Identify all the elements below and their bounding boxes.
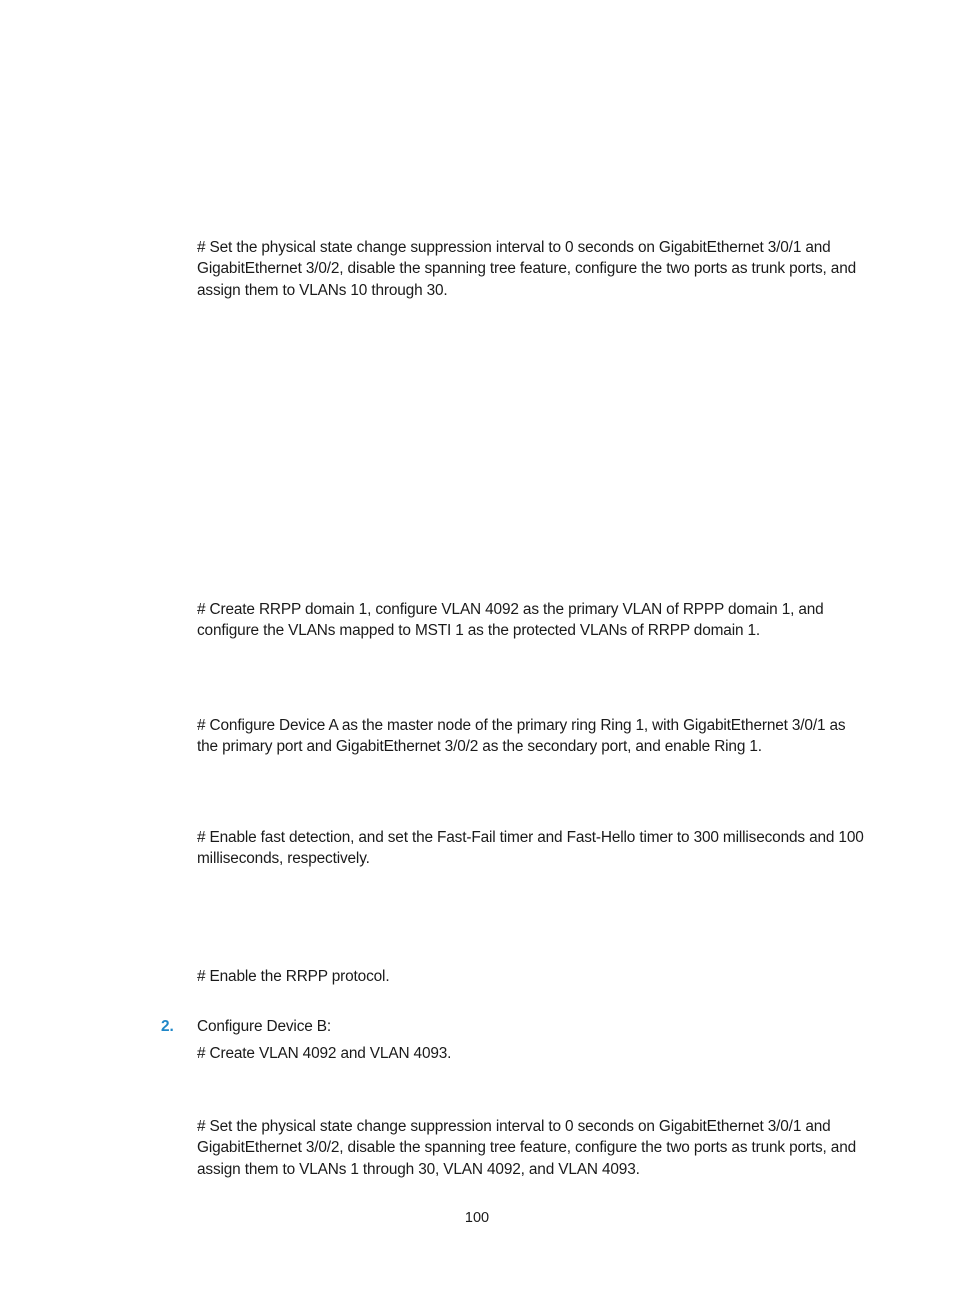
paragraph-create-rrpp-domain: # Create RRPP domain 1, configure VLAN 4092 as the primary VLAN of RPPP domain 1, and configure the VLANs mapped to MSTI 1 as the protected VLANs of RRPP domain 1. xyxy=(197,601,824,640)
paragraph-configure-master-node: # Configure Device A as the master node of the primary ring Ring 1, with GigabitEthernet 3/0/1 as the primary port and GigabitEthernet 3/0/2 as the secondary port, and enable Ring 1. xyxy=(197,717,846,756)
paragraph-enable-fast-detection: # Enable fast detection, and set the Fast-Fail timer and Fast-Hello timer to 300 milliseconds and 100 milliseconds, respectively. xyxy=(197,829,864,868)
paragraph-suppression-interval-device-b: # Set the physical state change suppression interval to 0 seconds on GigabitEthernet 3/0/1 and GigabitEthernet 3/0/2, disable the spanning tree feature, configure the two ports as trunk ports, and assign them to VLANs 1 through 30, VLAN 4092, and VLAN 4093. xyxy=(197,1118,857,1178)
paragraph-create-vlans: # Create VLAN 4092 and VLAN 4093. xyxy=(197,1045,452,1062)
step-title: Configure Device B: xyxy=(197,1018,332,1035)
page-number: 100 xyxy=(464,1210,490,1226)
paragraph-suppression-interval-device-a: # Set the physical state change suppression interval to 0 seconds on GigabitEthernet 3/0/1 and GigabitEthernet 3/0/2, disable the spanning tree feature, configure the two ports as trunk ports, and assign them to VLANs 10 through 30. xyxy=(197,239,857,299)
paragraph-enable-rrpp: # Enable the RRPP protocol. xyxy=(197,968,390,985)
step-number: 2. xyxy=(161,1018,174,1035)
